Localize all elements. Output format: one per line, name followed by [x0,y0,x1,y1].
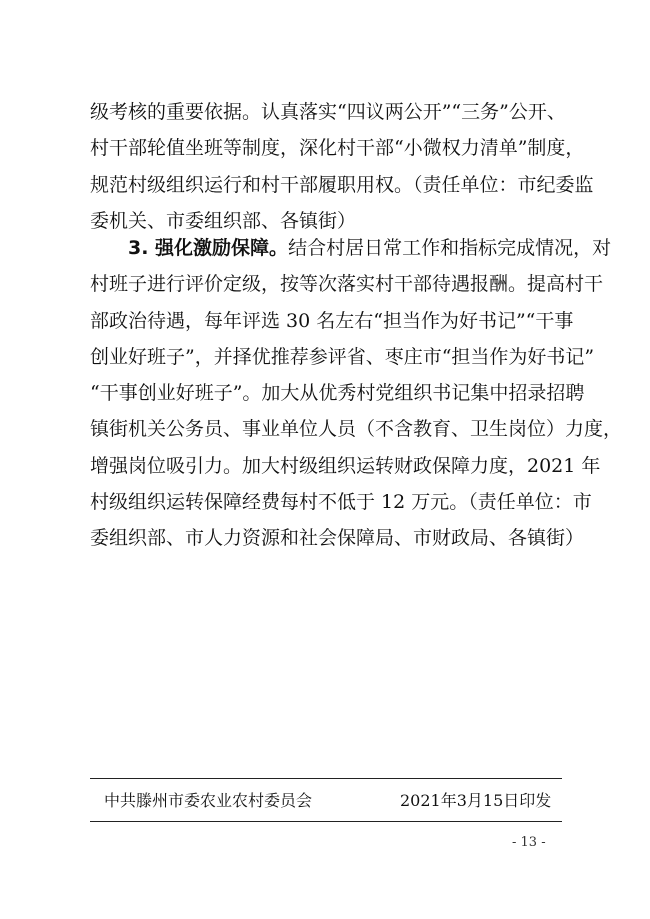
paragraph-1-line: 委机关、市委组织部、各镇街） [90,209,357,232]
footer-top-rule [90,778,562,779]
page-number: - 13 - [512,835,546,850]
paragraph-1-line: 级考核的重要依据。认真落实“四议两公开”“三务”公开、 [90,101,566,123]
paragraph-2-line: 村班子进行评价定级，按等次落实村干部待遇报酬。提高村干 [90,273,604,296]
paragraph-2-line: 部政治待遇，每年评选 30 名左右“担当作为好书记”“干事 [90,309,574,332]
paragraph-2-first-line [90,230,612,266]
paragraph-2 [90,230,623,557]
paragraph-2-first-line-text: 结合村居日常工作和指标完成情况，对 [288,237,612,259]
paragraph-2-line: 村级组织运转保障经费每村不低于 12 万元。（责任单位：市 [90,491,592,514]
paragraph-2-line: 镇街机关公务员、事业单位人员（不含教育、卫生岗位）力度， [90,418,623,441]
paragraph-1-line: 规范村级组织运行和村干部履职用权。（责任单位：市纪委监 [90,173,594,196]
section-heading: 3. 强化激励保障。 [128,237,289,259]
paragraph-2-line: “干事创业好班子”。加大从优秀村党组织书记集中招录招聘 [90,382,585,405]
paragraph-2-line: 创业好班子”，并择优推荐参评省、枣庄市“担当作为好书记” [90,345,595,368]
paragraph-2-line: 委组织部、市人力资源和社会保障局、市财政局、各镇街） [90,527,585,550]
footer-issue-date: 2021年3月15日印发 [400,791,552,810]
footer-bottom-rule [90,821,562,822]
paragraph-1-line: 村干部轮值坐班等制度，深化村干部“小微权力清单”制度， [90,137,585,160]
paragraph-1 [90,94,594,239]
footer-issuer: 中共滕州市委农业农村委员会 [104,791,313,810]
paragraph-2-line: 增强岗位吸引力。加大村级组织运转财政保障力度，2021 年 [90,454,601,477]
